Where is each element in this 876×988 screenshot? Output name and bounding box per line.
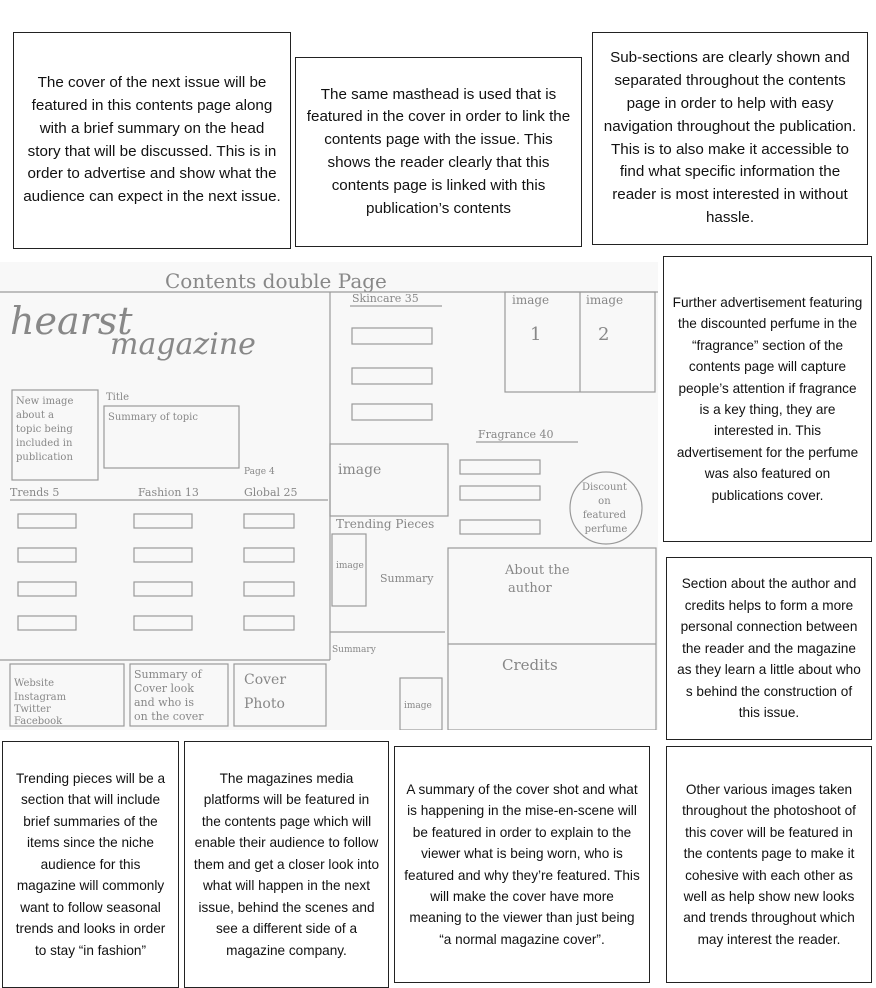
contents-page-sketch xyxy=(0,262,658,730)
annotation-author-credits: Section about the author and credits helps to form a more personal connection between the reader and the magazine as they learn a little about who s behind the construction of this issue. xyxy=(666,557,872,740)
annotation-masthead: The same masthead is used that is featured in the cover in order to link the contents page with the issue. This shows the reader clearly that this contents page is linked with this publication’s contents xyxy=(295,57,582,247)
social-platforms: Website Instagram Twitter Facebook xyxy=(14,678,67,727)
global-entries xyxy=(244,514,294,630)
fragrance-image-box xyxy=(330,444,448,516)
section-trending-pieces: Trending Pieces xyxy=(336,517,435,531)
annotation-perfume: Further advertisement featuring the discounted perfume in the “fragrance” section of the contents page will capture people’s attention if fragrance is a key thing, they are interested in. This advertisement for the perfume was also featured on publications cover. xyxy=(663,256,872,542)
small-image-label: image xyxy=(404,701,432,711)
trending-image-label: image xyxy=(336,561,364,571)
image-1-label: image xyxy=(512,293,550,307)
section-global: Global 25 xyxy=(244,486,298,499)
annotation-trending-pieces: Trending pieces will be a section that will include brief summaries of the items since the niche audience for this magazine will commonly want to follow seasonal trends and looks in order to stay “in fashion” xyxy=(2,741,179,988)
trending-summary-2: Summary xyxy=(332,645,376,655)
annotation-next-issue: The cover of the next issue will be featured in this contents page along with a brief summary on the head story that will be discussed. This is in order to advertise and show what the audience can expect in the next issue. xyxy=(13,32,291,249)
section-fragrance: Fragrance 40 xyxy=(478,428,554,441)
new-image-text: New image about a topic being included in publication xyxy=(16,396,74,463)
cover-photo-text: Cover Photo xyxy=(244,672,287,712)
sketch-drawing xyxy=(0,262,658,730)
cover-summary-text: Summary of Cover look and who is on the cover xyxy=(134,668,204,723)
lead-summary-text: Summary of topic xyxy=(108,412,198,423)
image-2-number: 2 xyxy=(598,324,610,345)
trends-entries xyxy=(18,514,76,630)
fragrance-image-label: image xyxy=(338,462,382,478)
sketch-heading: Contents double Page xyxy=(165,269,387,293)
fashion-entries xyxy=(134,514,192,630)
annotation-media-platforms: The magazines media platforms will be featured in the contents page which will enable their audience to follow them and get a closer look into what will happen in the next issue, behind the scenes and see a different side of a magazine company. xyxy=(184,741,389,988)
masthead-word-2: magazine xyxy=(110,327,256,362)
trending-summary: Summary xyxy=(380,572,434,585)
about-author: About the author xyxy=(505,563,570,596)
section-fashion: Fashion 13 xyxy=(138,486,199,499)
annotation-photoshoot-images: Other various images taken throughout the photoshoot of this cover will be featured in the contents page to make it cohesive with each other as well as help show new looks and trends throughout which may interest the reader. xyxy=(666,746,872,983)
masthead-word-1: hearst xyxy=(10,299,133,343)
lead-page: Page 4 xyxy=(244,467,275,477)
image-1-number: 1 xyxy=(530,324,542,345)
fragrance-entries xyxy=(460,460,540,534)
lead-title: Title xyxy=(106,392,130,403)
section-trends: Trends 5 xyxy=(10,486,60,499)
section-skincare: Skincare 35 xyxy=(352,292,419,305)
annotation-sub-sections: Sub-sections are clearly shown and separated throughout the contents page in order to help with easy navigation throughout the publication. This is to also make it accessible to find what specific information the reader is most interested in without hassle. xyxy=(592,32,868,245)
image-2-label: image xyxy=(586,293,624,307)
credits-label: Credits xyxy=(502,656,558,674)
annotation-cover-summary: A summary of the cover shot and what is happening in the mise-en-scene will be featured in order to explain to the viewer what is being worn, who is featured and why they’re featured. This will make the cover have more meaning to the viewer than just being “a normal magazine cover”. xyxy=(394,746,650,983)
skincare-entries xyxy=(352,328,432,420)
discount-text: Discount on featured perfume xyxy=(581,482,628,535)
